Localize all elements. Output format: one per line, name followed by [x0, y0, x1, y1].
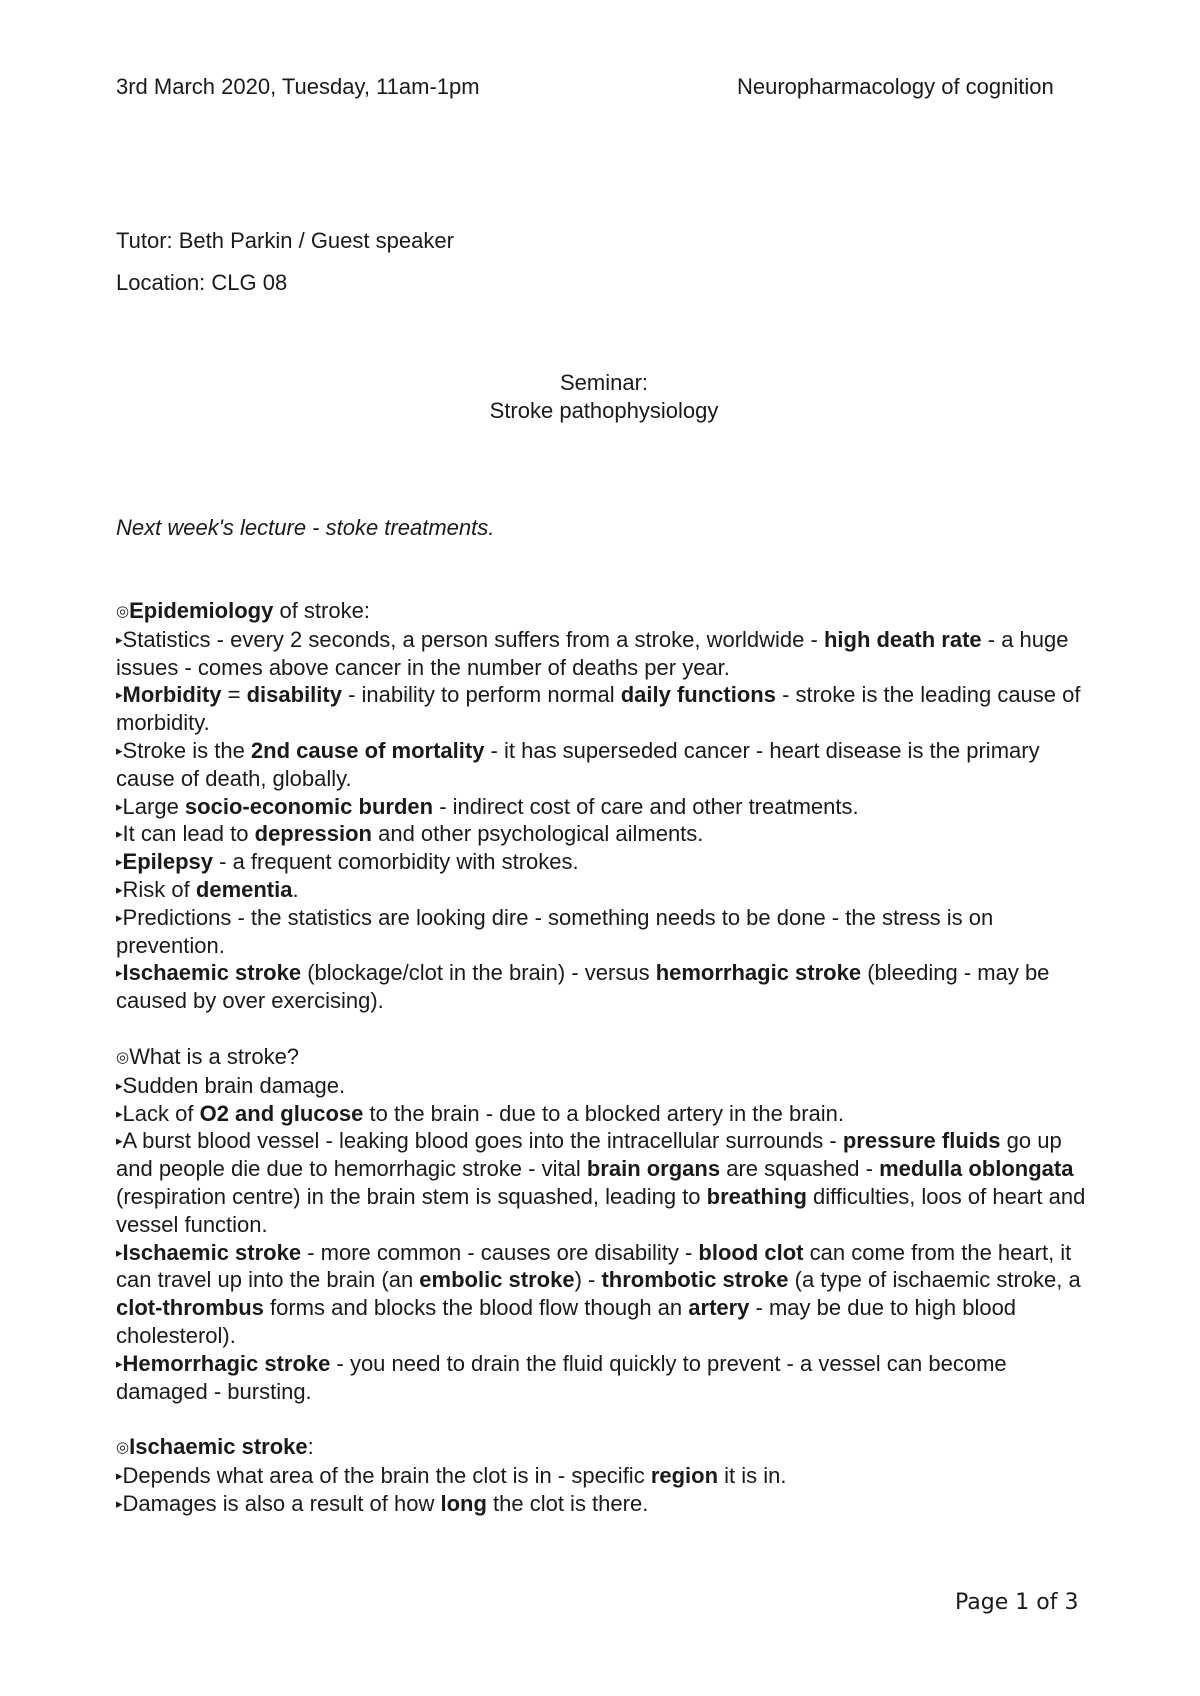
text-run: - it has superseded cancer - heart disease is the primary cause of death, globally. — [116, 737, 1040, 791]
text-run: Predictions - the statistics are looking dire - something needs to be done - the stress is on prevention. — [116, 904, 994, 958]
triangle-bullet-icon: ▸ — [116, 909, 123, 925]
bullet-point — [116, 1072, 1101, 1100]
triangle-bullet-icon: ▸ — [116, 1495, 123, 1511]
bold-term: hemorrhagic stroke — [655, 960, 862, 986]
text-run: it is in. — [718, 1463, 787, 1489]
bold-term: Ischaemic stroke — [129, 1434, 308, 1460]
text-run: ) - — [574, 1267, 602, 1293]
triangle-bullet-icon: ▸ — [116, 1105, 123, 1121]
bullet-point — [116, 1490, 1101, 1518]
bold-term: Epilepsy — [122, 849, 214, 875]
text-run: and other psychological ailments. — [372, 821, 704, 847]
bold-term: medulla oblongata — [879, 1156, 1074, 1182]
bold-term: thrombotic stroke — [601, 1267, 789, 1293]
triangle-bullet-icon: ▸ — [116, 742, 123, 758]
bold-term: dementia — [195, 876, 293, 902]
bold-term: Morbidity — [122, 682, 222, 708]
text-run: (blockage/clot in the brain) - versus — [301, 960, 656, 986]
triangle-bullet-icon: ▸ — [116, 798, 123, 814]
circled-dot-icon: ◎ — [116, 1439, 130, 1457]
circled-dot-icon: ◎ — [116, 603, 130, 620]
bold-term: daily functions — [620, 682, 776, 708]
text-run: - inability to perform normal — [341, 682, 621, 708]
text-run: = — [221, 682, 247, 708]
text-run: It can lead to — [122, 821, 255, 847]
bullet-point — [116, 848, 1101, 876]
text-run: go up and people die due to hemorrhagic stroke - vital — [116, 1128, 1062, 1182]
text-run: difficulties, loos of heart and vessel function. — [116, 1183, 1086, 1237]
text-run: What is a stroke? — [129, 1043, 300, 1069]
text-run: the clot is there. — [486, 1490, 649, 1516]
bold-term: clot-thrombus — [116, 1295, 264, 1321]
bold-term: disability — [246, 682, 342, 708]
bullet-point — [116, 876, 1101, 904]
bold-term: brain organs — [586, 1156, 721, 1182]
bold-term: Epidemiology — [129, 598, 274, 623]
text-run: . — [292, 876, 299, 902]
bullet-point — [116, 737, 1101, 793]
seminar-label: Seminar: — [559, 370, 649, 395]
bold-term: Ischaemic stroke — [122, 1239, 302, 1265]
bullet-point — [116, 626, 1101, 682]
text-run: Depends what area of the brain the clot is in - specific — [122, 1463, 651, 1489]
bullet-point — [116, 681, 1101, 737]
header-date-time: 3rd March 2020, Tuesday, 11am-1pm — [116, 74, 480, 99]
bold-term: Ischaemic stroke — [122, 960, 302, 986]
text-run: (bleeding - may be caused by over exercising). — [116, 960, 1050, 1014]
text-run: - stroke is the leading cause of morbidity. — [116, 682, 1081, 736]
section-heading — [116, 597, 1101, 626]
bullet-point — [116, 959, 1101, 1015]
page-number: Page 1 of 3 — [955, 1590, 1079, 1615]
text-run: are squashed - — [720, 1156, 880, 1182]
triangle-bullet-icon: ▸ — [116, 687, 123, 703]
section-spacer — [116, 1405, 1101, 1433]
text-run: - may be due to high blood cholesterol). — [116, 1295, 1017, 1348]
triangle-bullet-icon: ▸ — [116, 1355, 123, 1371]
bold-term: 2nd cause of mortality — [250, 737, 485, 763]
text-run: Statistics - every 2 seconds, a person suffers from a stroke, worldwide - — [122, 626, 824, 652]
triangle-bullet-icon: ▸ — [116, 631, 123, 647]
bullet-point — [116, 1350, 1101, 1406]
triangle-bullet-icon: ▸ — [116, 1133, 123, 1149]
next-week-note: Next week's lecture - stoke treatments. — [116, 515, 495, 540]
triangle-bullet-icon: ▸ — [116, 881, 123, 897]
header-module-name: Neuropharmacology of cognition — [737, 74, 1054, 99]
text-run: : — [307, 1434, 314, 1460]
bullet-point — [116, 793, 1101, 821]
notes-body — [116, 597, 1101, 1518]
circled-dot-icon: ◎ — [116, 1048, 130, 1066]
text-run: - a huge issues - comes above cancer in the number of deaths per year. — [116, 626, 1069, 680]
tutor-line: Tutor: Beth Parkin / Guest speaker — [116, 228, 454, 253]
triangle-bullet-icon: ▸ — [116, 826, 123, 842]
text-run: A burst blood vessel - leaking blood goes into the intracellular surrounds - — [122, 1128, 843, 1154]
seminar-title: Stroke pathophysiology — [489, 398, 719, 423]
bold-term: high death rate — [823, 626, 982, 652]
location-line: Location: CLG 08 — [116, 270, 288, 295]
text-run: Risk of — [122, 876, 196, 902]
bullet-point — [116, 1100, 1101, 1128]
bold-term: artery — [688, 1295, 750, 1321]
triangle-bullet-icon: ▸ — [116, 854, 123, 870]
text-run: - more common - causes ore disability - — [301, 1239, 699, 1265]
bold-term: breathing — [706, 1183, 807, 1209]
bold-term: embolic stroke — [419, 1267, 575, 1293]
triangle-bullet-icon: ▸ — [116, 965, 123, 981]
bold-term: O2 and glucose — [199, 1100, 364, 1126]
text-run: - you need to drain the fluid quickly to prevent - a vessel can become damaged - bursting. — [116, 1350, 1007, 1404]
bullet-point — [116, 1239, 1101, 1350]
bullet-point — [116, 1462, 1101, 1490]
text-run: of stroke: — [273, 598, 370, 623]
bullet-point — [116, 1127, 1101, 1238]
bold-term: blood clot — [698, 1239, 804, 1265]
section-heading — [116, 1433, 1101, 1462]
bold-term: Hemorrhagic stroke — [122, 1350, 331, 1376]
text-run: Large — [122, 793, 185, 819]
text-run: Lack of — [122, 1100, 200, 1126]
text-run: Damages is also a result of how — [122, 1490, 441, 1516]
text-run: Stroke is the — [122, 737, 251, 763]
triangle-bullet-icon: ▸ — [116, 1244, 123, 1260]
text-run: (a type of ischaemic stroke, a — [788, 1267, 1081, 1293]
text-run: to the brain - due to a blocked artery in the brain. — [363, 1100, 845, 1126]
text-run: - indirect cost of care and other treatments. — [433, 793, 859, 819]
bold-term: region — [650, 1463, 719, 1489]
text-run: (respiration centre) in the brain stem is squashed, leading to — [116, 1183, 707, 1209]
section-spacer — [116, 1015, 1101, 1043]
text-run: Sudden brain damage. — [122, 1072, 346, 1098]
bold-term: long — [440, 1490, 487, 1516]
bold-term: pressure fluids — [842, 1128, 1001, 1154]
section-heading — [116, 1043, 1101, 1072]
triangle-bullet-icon: ▸ — [116, 1468, 123, 1484]
bold-term: depression — [254, 821, 372, 847]
text-run: forms and blocks the blood flow though an — [263, 1295, 689, 1321]
triangle-bullet-icon: ▸ — [116, 1077, 123, 1093]
bold-term: socio-economic burden — [184, 793, 434, 819]
text-run: - a frequent comorbidity with strokes. — [213, 849, 579, 875]
text-run: can come from the heart, it can travel up into the brain (an — [116, 1239, 1072, 1293]
bullet-point — [116, 820, 1101, 848]
bullet-point — [116, 904, 1101, 960]
